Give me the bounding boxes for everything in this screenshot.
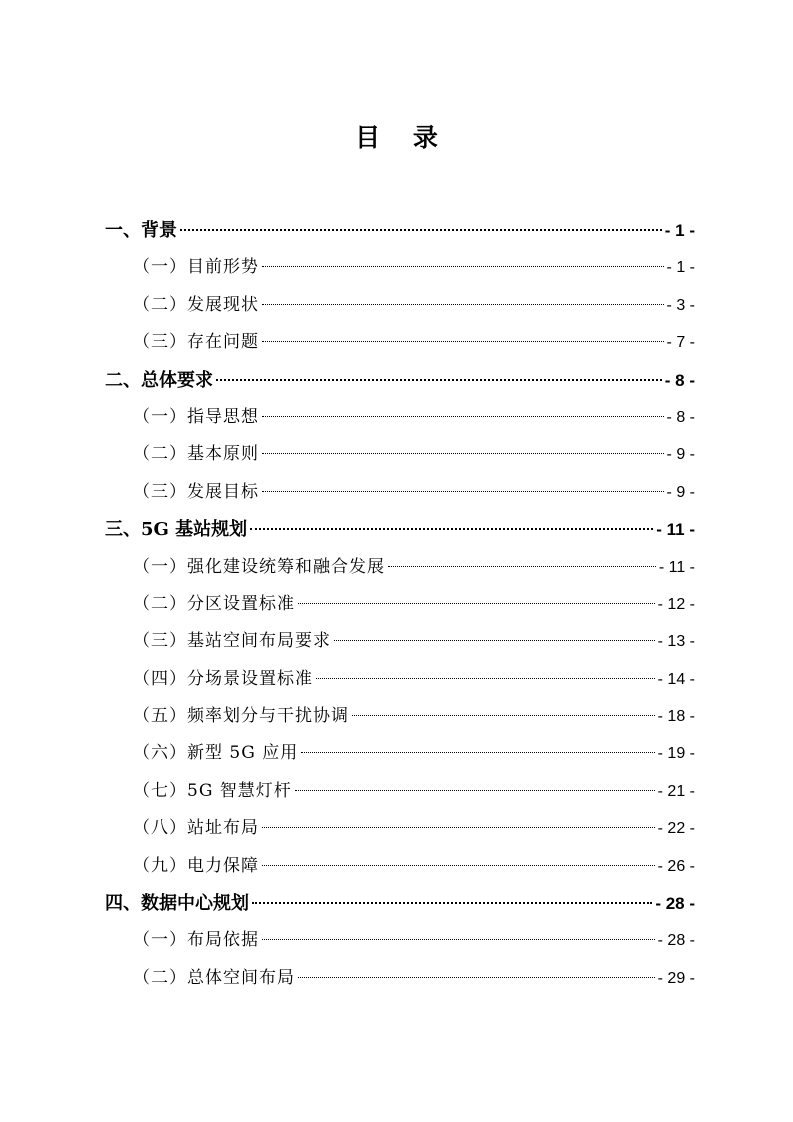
toc-entry-text: 一、背景 [105, 220, 177, 241]
toc-entry[interactable] [105, 885, 695, 922]
toc-entry-text: 四、数据中心规划 [105, 893, 249, 915]
toc-entry[interactable] [105, 735, 695, 772]
toc-entry-text: （三）存在问题 [133, 332, 259, 353]
toc-entry-text: （四）分场景设置标准 [133, 668, 313, 689]
toc-dot-leader [316, 678, 655, 679]
toc-entry-text: （一）指导思想 [133, 406, 259, 427]
toc-dot-leader [262, 304, 664, 305]
toc-page-number: - 8 - [664, 370, 695, 390]
toc-entry[interactable] [105, 698, 695, 735]
toc-page-number: - 12 - [657, 595, 695, 613]
toc-dot-leader [262, 827, 655, 828]
toc-dot-leader [216, 379, 662, 381]
toc-page-number: - 28 - [655, 894, 695, 914]
toc-entry-text: 三、5G 基站规划 [105, 519, 248, 541]
toc-entry-text: （一）强化建设统筹和融合发展 [133, 556, 385, 577]
toc-entry[interactable] [105, 212, 695, 249]
toc-title: 目 录 [355, 123, 450, 152]
toc-page-number: - 8 - [666, 408, 695, 426]
toc-entry-text: （二）总体空间布局 [133, 967, 295, 988]
toc-entry[interactable] [105, 810, 695, 847]
toc-entry[interactable] [105, 661, 695, 698]
toc-entry-text: （五）频率划分与干扰协调 [133, 706, 349, 727]
toc-entry-text: （二）发展现状 [133, 294, 259, 315]
toc-page-number: - 1 - [666, 259, 695, 277]
toc-page-number: - 11 - [656, 520, 695, 540]
toc-entry-text: （一）目前形势 [133, 257, 259, 278]
toc-entry[interactable] [105, 511, 695, 548]
toc-entry[interactable] [105, 324, 695, 361]
toc-entry[interactable] [105, 549, 695, 586]
toc-page-number: - 21 - [657, 782, 695, 800]
toc-page-number: - 11 - [658, 558, 695, 576]
toc-entry-text: （一）布局依据 [133, 930, 259, 951]
toc-entry-text: （六）新型 5G 应用 [133, 743, 299, 764]
toc-page-number: - 19 - [657, 745, 695, 763]
toc-page-number: - 22 - [657, 820, 695, 838]
toc-dot-leader [262, 266, 664, 267]
toc-entry[interactable] [105, 960, 695, 997]
toc-entry-text: （七）5G 智慧灯杆 [133, 780, 292, 801]
toc-dot-leader [295, 790, 655, 791]
toc-entry-text: （八）站址布局 [133, 818, 259, 839]
toc-entry-text: （二）基本原则 [133, 444, 259, 465]
toc-entry-text: （三）发展目标 [133, 481, 259, 502]
toc-entry[interactable] [105, 586, 695, 623]
toc-page-number: - 29 - [657, 969, 695, 987]
toc-dot-leader [250, 528, 653, 530]
toc-page-number: - 14 - [657, 670, 695, 688]
toc-dot-leader [262, 453, 664, 454]
toc-page-number: - 7 - [666, 334, 695, 352]
toc-dot-leader [334, 640, 655, 641]
toc-entry[interactable] [105, 362, 695, 399]
toc-dot-leader [352, 715, 655, 716]
toc-page-number: - 13 - [657, 633, 695, 651]
toc-entry-text: （三）基站空间布局要求 [133, 631, 331, 652]
toc-entry[interactable] [105, 436, 695, 473]
toc-page-number: - 3 - [666, 296, 695, 314]
toc-entry[interactable] [105, 287, 695, 324]
toc-entry[interactable] [105, 249, 695, 286]
toc-dot-leader [262, 341, 664, 342]
toc-page-number: - 28 - [657, 932, 695, 950]
toc-dot-leader [262, 865, 655, 866]
toc-dot-leader [262, 491, 664, 492]
toc-page-number: - 9 - [666, 446, 695, 464]
toc-entry-text: （二）分区设置标准 [133, 593, 295, 614]
toc-dot-leader [262, 416, 664, 417]
toc-page-number: - 1 - [664, 221, 695, 240]
toc-dot-leader [298, 603, 655, 604]
toc-dot-leader [388, 566, 656, 567]
toc-page-number: - 26 - [657, 857, 695, 875]
toc-entry[interactable] [105, 922, 695, 959]
toc-dot-leader [298, 977, 655, 978]
toc-entry[interactable] [105, 474, 695, 511]
toc-entry-text: （九）电力保障 [133, 855, 259, 876]
toc-page-number: - 9 - [666, 483, 695, 501]
toc-entry[interactable] [105, 848, 695, 885]
toc-dot-leader [180, 229, 662, 231]
toc-dot-leader [252, 902, 652, 904]
toc-dot-leader [262, 939, 655, 940]
toc-entry[interactable] [105, 623, 695, 660]
table-of-contents [105, 212, 695, 997]
toc-page-number: - 18 - [657, 708, 695, 726]
toc-dot-leader [301, 752, 654, 753]
toc-entry-text: 二、总体要求 [105, 369, 213, 391]
toc-entry[interactable] [105, 399, 695, 436]
toc-entry[interactable] [105, 773, 695, 810]
